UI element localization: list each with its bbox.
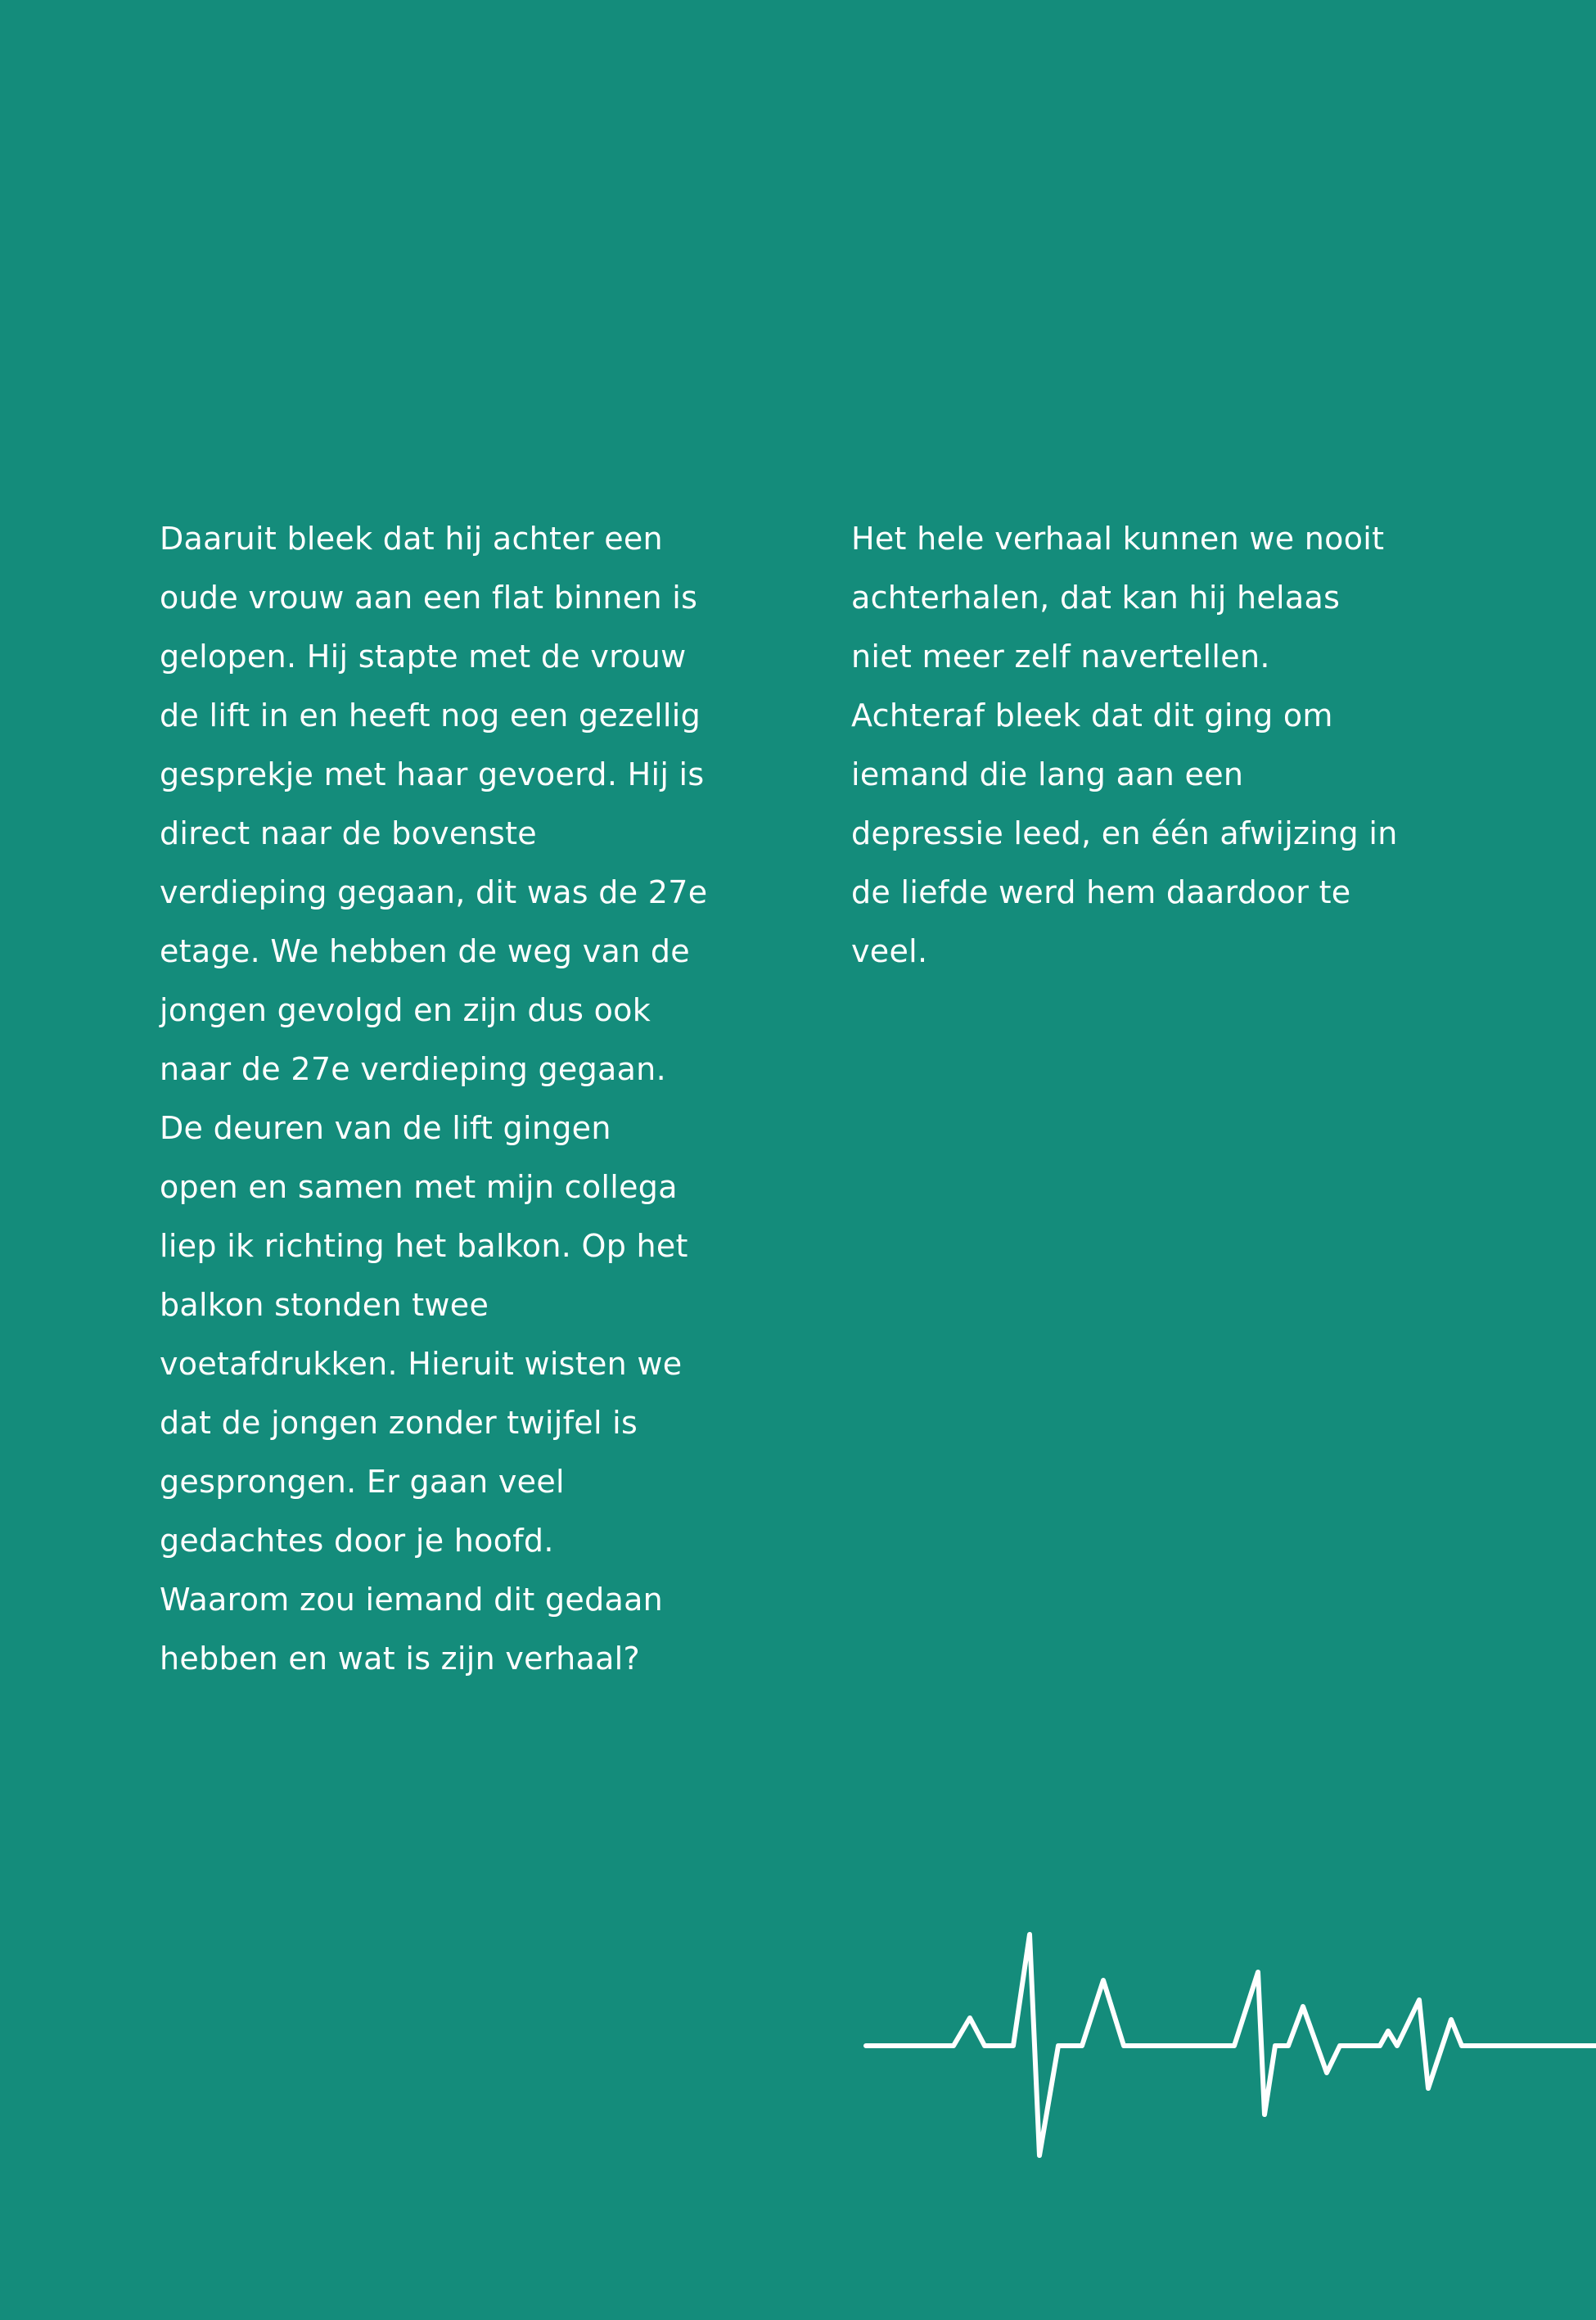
text-line: etage. We hebben de weg van de [160,933,690,969]
text-line: Daaruit bleek dat hij achter een [160,521,663,557]
heartbeat-line-icon [863,1920,1596,2165]
text-line: iemand die lang aan een [851,756,1244,792]
left-text-column [160,509,782,1688]
text-line: naar de 27e verdieping gegaan. [160,1051,666,1087]
text-line: niet meer zelf navertellen. [851,639,1270,675]
text-line: achterhalen, dat kan hij helaas [851,580,1341,616]
text-line: Waarom zou iemand dit gedaan [160,1582,664,1618]
text-line: verdieping gegaan, dit was de 27e [160,874,708,910]
text-line: direct naar de bovenste [160,815,537,851]
text-line: Het hele verhaal kunnen we nooit [851,521,1385,557]
text-line: hebben en wat is zijn verhaal? [160,1641,640,1677]
text-line: Achteraf bleek dat dit ging om [851,697,1333,733]
text-line: open en samen met mijn collega [160,1169,678,1205]
text-line: dat de jongen zonder twijfel is [160,1405,638,1441]
text-line: voetafdrukken. Hieruit wisten we [160,1346,683,1382]
text-line: balkon stonden twee [160,1287,489,1323]
text-line: gesprekje met haar gevoerd. Hij is [160,756,705,792]
text-line: de lift in en heeft nog een gezellig [160,697,701,733]
text-line: depressie leed, en één afwijzing in [851,815,1398,851]
text-line: de liefde werd hem daardoor te [851,874,1351,910]
text-line: liep ik richting het balkon. Op het [160,1228,688,1264]
right-text-column [851,509,1506,981]
text-line: gelopen. Hij stapte met de vrouw [160,639,687,675]
text-line: veel. [851,933,928,969]
text-line: gesprongen. Er gaan veel [160,1464,565,1500]
text-line: oude vrouw aan een flat binnen is [160,580,698,616]
text-line: De deuren van de lift gingen [160,1110,611,1146]
text-line: gedachtes door je hoofd. [160,1523,554,1559]
text-line: jongen gevolgd en zijn dus ook [160,992,651,1028]
